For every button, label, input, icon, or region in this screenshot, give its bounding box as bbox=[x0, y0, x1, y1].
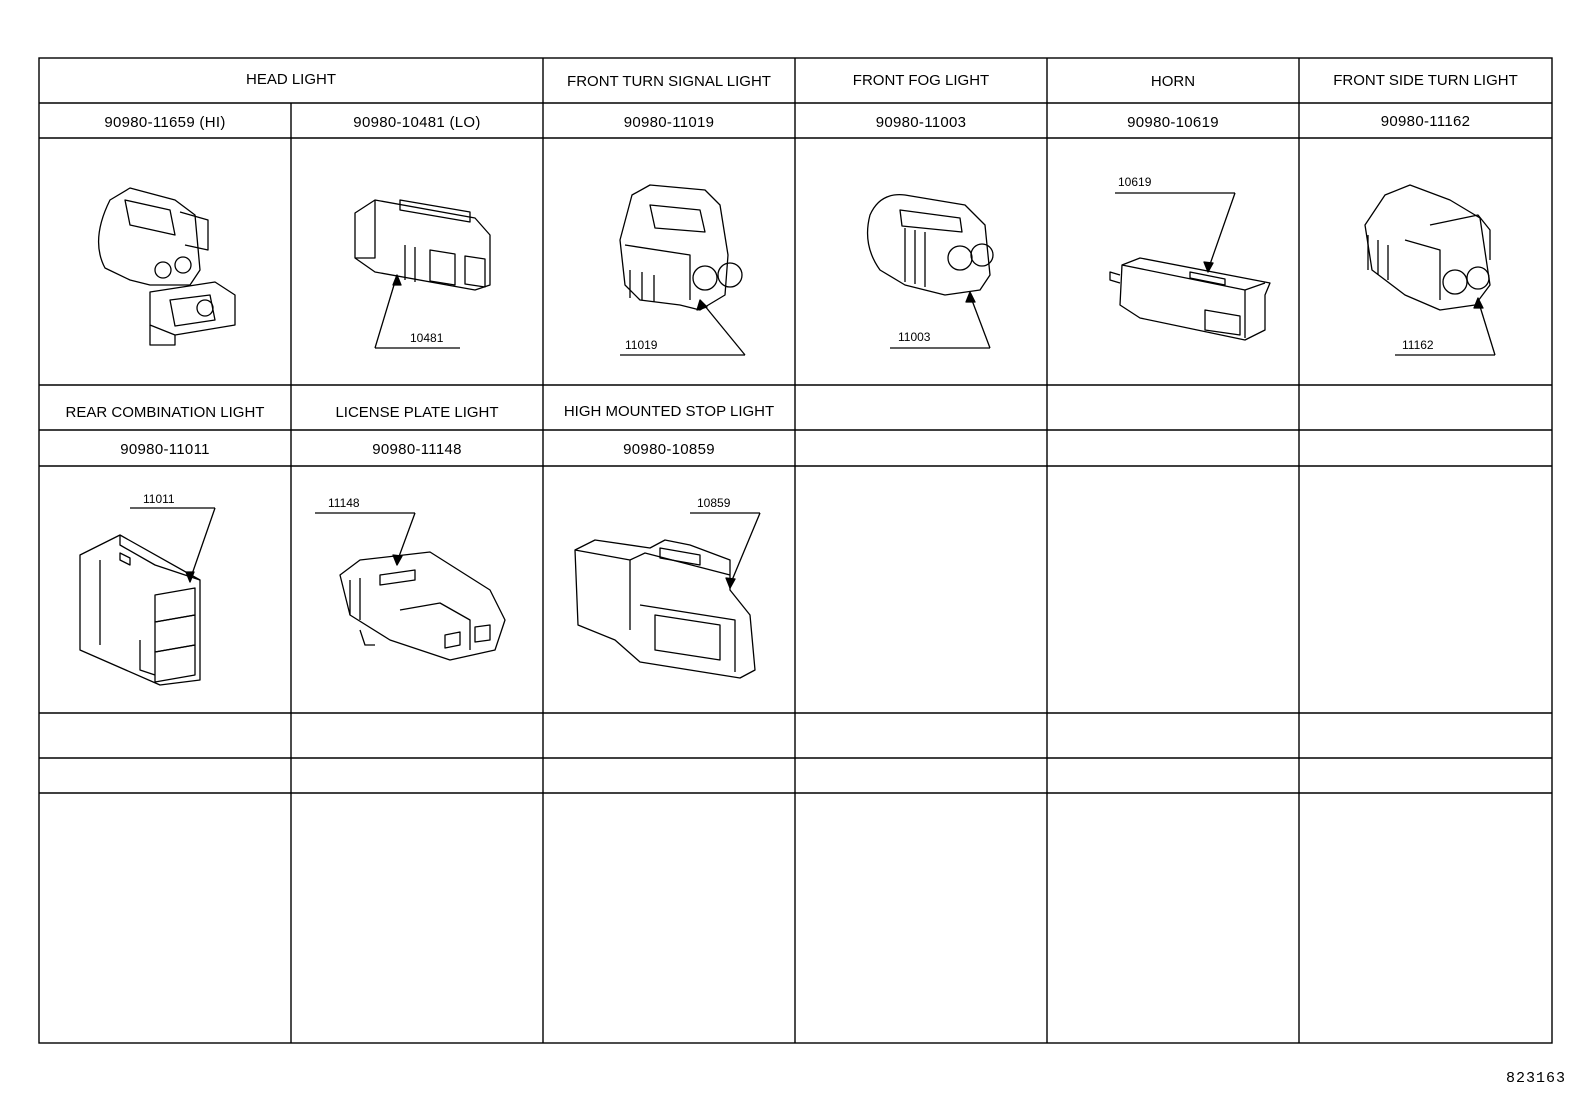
callout-11003: 11003 bbox=[898, 330, 931, 344]
part-number-10481: 90980-10481 (LO) bbox=[353, 114, 481, 131]
callout-11162: 11162 bbox=[1402, 338, 1434, 352]
callout-11011: 11011 bbox=[143, 492, 175, 506]
connector-10859-drawing bbox=[575, 513, 760, 678]
connector-11019-drawing bbox=[620, 185, 745, 355]
part-number-11019: 90980-11019 bbox=[623, 114, 715, 131]
section-title-front-fog-light: FRONT FOG LIGHT bbox=[852, 72, 990, 89]
section-title-high-mounted-stop-light: HIGH MOUNTED STOP LIGHT bbox=[563, 403, 775, 420]
section-title-horn: HORN bbox=[1150, 73, 1196, 90]
part-number-10619: 90980-10619 bbox=[1127, 114, 1219, 131]
part-number-11162: 90980-11162 bbox=[1380, 113, 1471, 130]
section-title-head-light: HEAD LIGHT bbox=[245, 71, 336, 88]
callout-10619: 10619 bbox=[1118, 175, 1152, 189]
connector-11148-drawing bbox=[315, 513, 505, 660]
callout-10859: 10859 bbox=[697, 496, 731, 510]
callout-10481: 10481 bbox=[410, 331, 444, 345]
section-title-license-plate-light: LICENSE PLATE LIGHT bbox=[335, 404, 499, 421]
connector-10481-drawing bbox=[355, 200, 490, 348]
figure-number: 823163 bbox=[1505, 1070, 1566, 1087]
connector-11659-drawing bbox=[99, 188, 235, 345]
connector-11003-drawing bbox=[868, 195, 993, 348]
callout-11019: 11019 bbox=[625, 338, 658, 352]
connector-11162-drawing bbox=[1365, 185, 1495, 355]
part-number-10859: 90980-10859 bbox=[623, 441, 715, 458]
section-title-front-turn-signal-light: FRONT TURN SIGNAL LIGHT bbox=[567, 73, 771, 90]
connector-10619-drawing bbox=[1110, 193, 1270, 340]
connector-11011-drawing bbox=[80, 508, 215, 685]
section-title-rear-combination-light: REAR COMBINATION LIGHT bbox=[65, 404, 265, 421]
part-number-11003: 90980-11003 bbox=[875, 114, 967, 131]
callout-11148: 11148 bbox=[328, 496, 360, 510]
part-number-11659: 90980-11659 (HI) bbox=[104, 114, 226, 131]
section-title-front-side-turn-light: FRONT SIDE TURN LIGHT bbox=[1333, 72, 1518, 89]
part-number-11011: 90980-11011 bbox=[120, 441, 210, 458]
part-number-11148: 90980-11148 bbox=[372, 441, 462, 458]
